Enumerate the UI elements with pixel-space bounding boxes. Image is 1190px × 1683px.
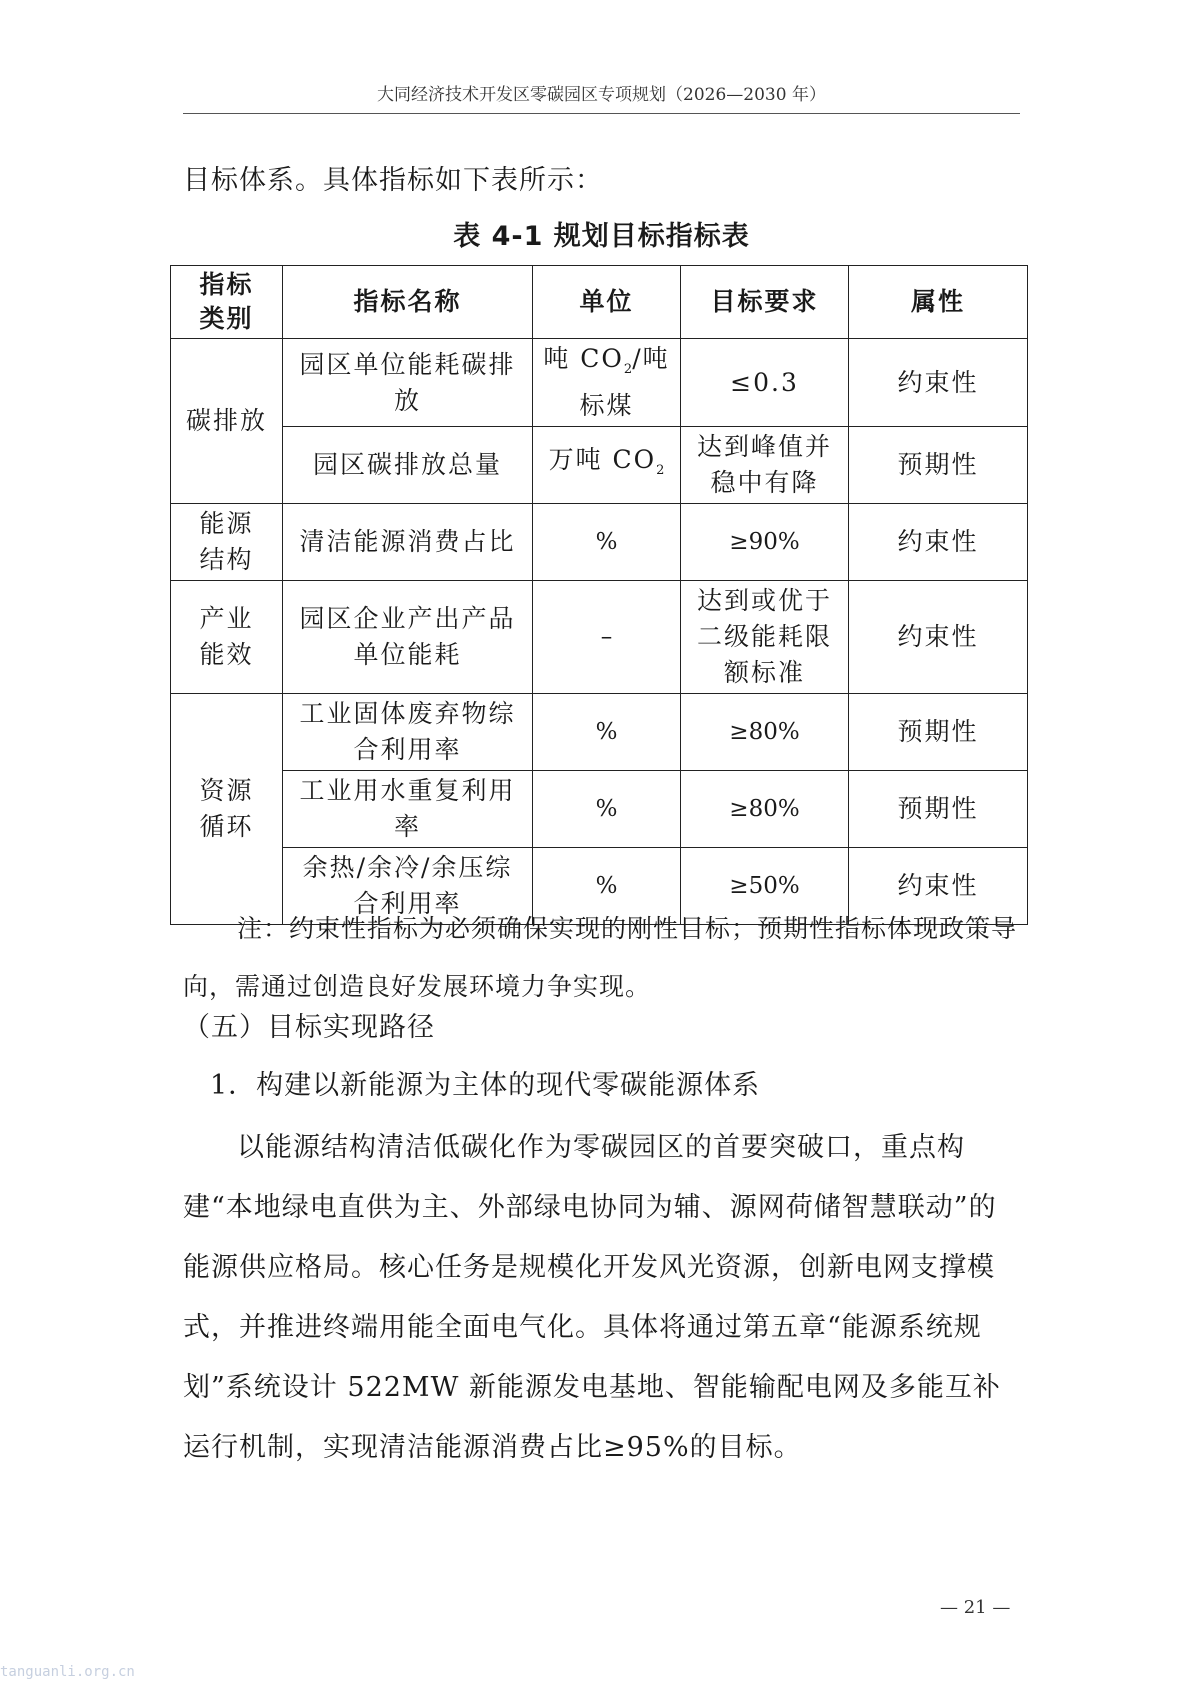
indicator-target: ≥90% (681, 504, 849, 581)
indicator-name: 园区碳排放总量 (283, 427, 533, 504)
indicator-table (170, 265, 1028, 925)
page-number: — 21 — (940, 1597, 1011, 1618)
indicator-unit: 万吨 $CO_2$ (533, 427, 681, 504)
header-target: 目标要求 (681, 266, 849, 339)
indicator-target: 达到或优于二级能耗限额标准 (681, 581, 849, 694)
indicator-name: 园区单位能耗碳排放 (283, 339, 533, 427)
indicator-attribute: 约束性 (849, 581, 1028, 694)
table-note: 注：约束性指标为必须确保实现的刚性目标；预期性指标体现政策导向，需通过创造良好发展环境力争实现。 (183, 914, 1018, 1001)
indicator-target: ≥50% (681, 848, 849, 925)
indicator-attribute: 约束性 (849, 504, 1028, 581)
indicator-name: 园区企业产出产品单位能耗 (283, 581, 533, 694)
indicator-unit: 吨 $CO_2/$吨标煤 (533, 339, 681, 427)
category-cell: 碳排放 (171, 339, 283, 504)
body-paragraph: 以能源结构清洁低碳化作为零碳园区的首要突破口，重点构建“本地绿电直供为主、外部绿电协同为辅、源网荷储智慧联动”的能源供应格局。核心任务是规模化开发风光资源，创新电网支撑模式，并推进终端用能全面电气化。具体将通过第五章“能源系统规划”系统设计 522MW 新能源发电基地、智能输配电网及多能互补运行机制，实现清洁能源消费占比≥95%的目标。 (183, 1132, 1001, 1463)
indicator-unit: % (533, 848, 681, 925)
indicator-unit: % (533, 771, 681, 848)
indicator-target: 达到峰值并稳中有降 (681, 427, 849, 504)
indicator-attribute: 预期性 (849, 771, 1028, 848)
table-row (171, 427, 1028, 504)
header-name: 指标名称 (283, 266, 533, 339)
table-row (171, 694, 1028, 771)
indicator-unit: % (533, 694, 681, 771)
indicator-unit: % (533, 504, 681, 581)
table-row (171, 771, 1028, 848)
intro-paragraph: 目标体系。具体指标如下表所示： (183, 165, 603, 196)
watermark: tanguanli.org.cn (0, 1664, 135, 1680)
table-title: 表 4-1 规划目标指标表 (453, 221, 750, 252)
indicator-attribute: 预期性 (849, 694, 1028, 771)
indicator-attribute: 约束性 (849, 848, 1028, 925)
page-header: 大同经济技术开发区零碳园区专项规划（2026—2030 年） (183, 80, 1020, 114)
indicator-unit: – (533, 581, 681, 694)
section-heading: （五）目标实现路径 (183, 1012, 435, 1043)
table-row (171, 581, 1028, 694)
table-row (171, 339, 1028, 427)
header-attribute: 属性 (849, 266, 1028, 339)
indicator-attribute: 约束性 (849, 339, 1028, 427)
indicator-name: 清洁能源消费占比 (283, 504, 533, 581)
category-cell: 产业 能效 (171, 581, 283, 694)
indicator-name: 余热/余冷/余压综合利用率 (283, 848, 533, 925)
category-cell: 资源 循环 (171, 694, 283, 925)
indicator-name: 工业用水重复利用率 (283, 771, 533, 848)
indicator-target: ≤0.3 (681, 339, 849, 427)
header-category: 指标 类别 (171, 266, 283, 339)
subsection-heading: 1．构建以新能源为主体的现代零碳能源体系 (210, 1070, 761, 1101)
indicator-name: 工业固体废弃物综合利用率 (283, 694, 533, 771)
category-cell: 能源 结构 (171, 504, 283, 581)
indicator-attribute: 预期性 (849, 427, 1028, 504)
table-row (171, 504, 1028, 581)
header-unit: 单位 (533, 266, 681, 339)
table-header-row (171, 266, 1028, 339)
indicator-target: ≥80% (681, 694, 849, 771)
indicator-target: ≥80% (681, 771, 849, 848)
